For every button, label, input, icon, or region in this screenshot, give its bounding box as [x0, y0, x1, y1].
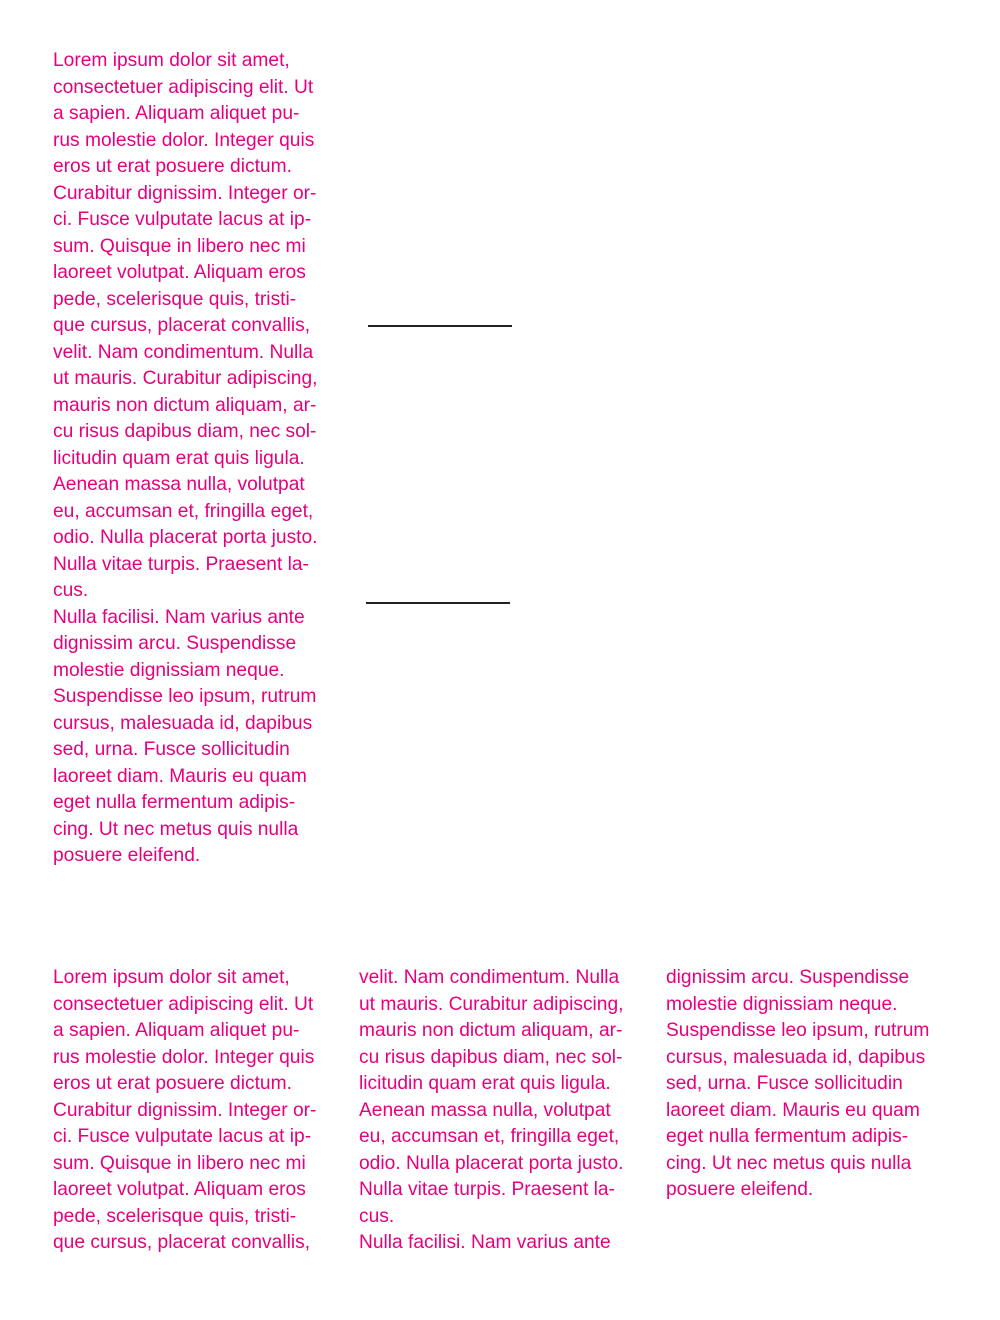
text-line: Nulla facilisi. Nam varius ante [53, 606, 305, 628]
text-line: ut mauris. Curabitur adipiscing, [53, 368, 318, 389]
text-line: odio. Nulla placerat porta justo. [53, 527, 318, 548]
top-text-block [53, 48, 318, 870]
text-line: que cursus, placerat convallis, [53, 315, 311, 336]
text-line: eu, accumsan et, fringilla eget, [359, 1126, 620, 1147]
text-line: dignissim arcu. Suspendisse [53, 633, 297, 654]
text-line: sum. Quisque in libero nec mi [53, 1152, 306, 1174]
text-line: laoreet volutpat. Aliquam eros [53, 1179, 306, 1200]
text-line: licitudin quam erat quis ligula. [53, 447, 305, 469]
text-line: Lorem ipsum dolor sit amet, [53, 967, 290, 988]
text-line: Nulla vitae turpis. Praesent la- [53, 553, 309, 575]
text-line: ci. Fusce vulputate lacus at ip- [53, 209, 312, 230]
column-2 [359, 965, 624, 1257]
text-line: dignissim arcu. Suspendisse [666, 967, 910, 988]
text-line: Nulla facilisi. Nam varius ante [359, 1232, 611, 1253]
text-line: laoreet volutpat. Aliquam eros [53, 262, 306, 283]
text-line: laoreet diam. Mauris eu quam [666, 1099, 920, 1121]
text-line: sed, urna. Fusce sollicitudin [666, 1073, 903, 1094]
text-line: cing. Ut nec metus quis nulla [53, 818, 299, 840]
text-line: Aenean massa nulla, volutpat [53, 474, 305, 495]
text-line: Curabitur dignissim. Integer or- [53, 1099, 317, 1121]
text-line: rus molestie dolor. Integer quis [53, 129, 315, 151]
text-line: Lorem ipsum dolor sit amet, [53, 50, 290, 71]
horizontal-rule [366, 602, 510, 604]
column-3 [666, 965, 929, 1204]
text-line: cu risus dapibus diam, nec sol- [359, 1046, 623, 1068]
text-line: molestie dignissiam neque. [53, 659, 285, 681]
text-line: mauris non dictum aliquam, ar- [359, 1020, 623, 1041]
text-line: que cursus, placerat convallis, [53, 1232, 311, 1253]
text-line: Suspendisse leo ipsum, rutrum [53, 686, 317, 707]
text-line: laoreet diam. Mauris eu quam [53, 765, 307, 787]
text-line: eget nulla fermentum adipis- [666, 1126, 909, 1147]
text-line: velit. Nam condimentum. Nulla [359, 967, 620, 988]
text-line: pede, scelerisque quis, tristi- [53, 288, 297, 310]
text-line: consectetuer adipiscing elit. Ut [53, 76, 314, 98]
text-line: Curabitur dignissim. Integer or- [53, 182, 317, 204]
text-line: odio. Nulla placerat porta justo. [359, 1152, 624, 1174]
text-line: eros ut erat posuere dictum. [53, 156, 292, 177]
text-line: cursus, malesuada id, dapibus [53, 712, 313, 734]
text-line: sed, urna. Fusce sollicitudin [53, 739, 290, 760]
text-line: licitudin quam erat quis ligula. [359, 1073, 611, 1094]
text-line: posuere eleifend. [53, 845, 201, 866]
text-line: ci. Fusce vulputate lacus at ip- [53, 1126, 312, 1147]
text-line: consectetuer adipiscing elit. Ut [53, 993, 314, 1015]
text-line: cu risus dapibus diam, nec sol- [53, 421, 317, 442]
text-line: posuere eleifend. [666, 1179, 814, 1200]
text-line: a sapien. Aliquam aliquet pu- [53, 1020, 300, 1041]
horizontal-rule [368, 325, 512, 327]
text-line: Suspendisse leo ipsum, rutrum [666, 1020, 930, 1041]
text-line: mauris non dictum aliquam, ar- [53, 394, 317, 416]
text-line: eget nulla fermentum adipis- [53, 792, 296, 813]
text-line: cursus, malesuada id, dapibus [666, 1046, 926, 1068]
text-line: a sapien. Aliquam aliquet pu- [53, 103, 300, 124]
text-line: rus molestie dolor. Integer quis [53, 1046, 315, 1068]
text-line: pede, scelerisque quis, tristi- [53, 1205, 297, 1227]
text-line: eu, accumsan et, fringilla eget, [53, 500, 314, 522]
text-line: eros ut erat posuere dictum. [53, 1073, 292, 1094]
text-line: ut mauris. Curabitur adipiscing, [359, 993, 624, 1015]
text-line: cing. Ut nec metus quis nulla [666, 1152, 912, 1174]
text-line: cus. [359, 1205, 395, 1227]
text-line: molestie dignissiam neque. [666, 993, 898, 1015]
text-line: velit. Nam condimentum. Nulla [53, 341, 314, 363]
text-line: Nulla vitae turpis. Praesent la- [359, 1179, 615, 1200]
text-line: Aenean massa nulla, volutpat [359, 1099, 611, 1121]
text-line: sum. Quisque in libero nec mi [53, 235, 306, 257]
text-line: cus. [53, 580, 89, 601]
column-1 [53, 965, 316, 1257]
